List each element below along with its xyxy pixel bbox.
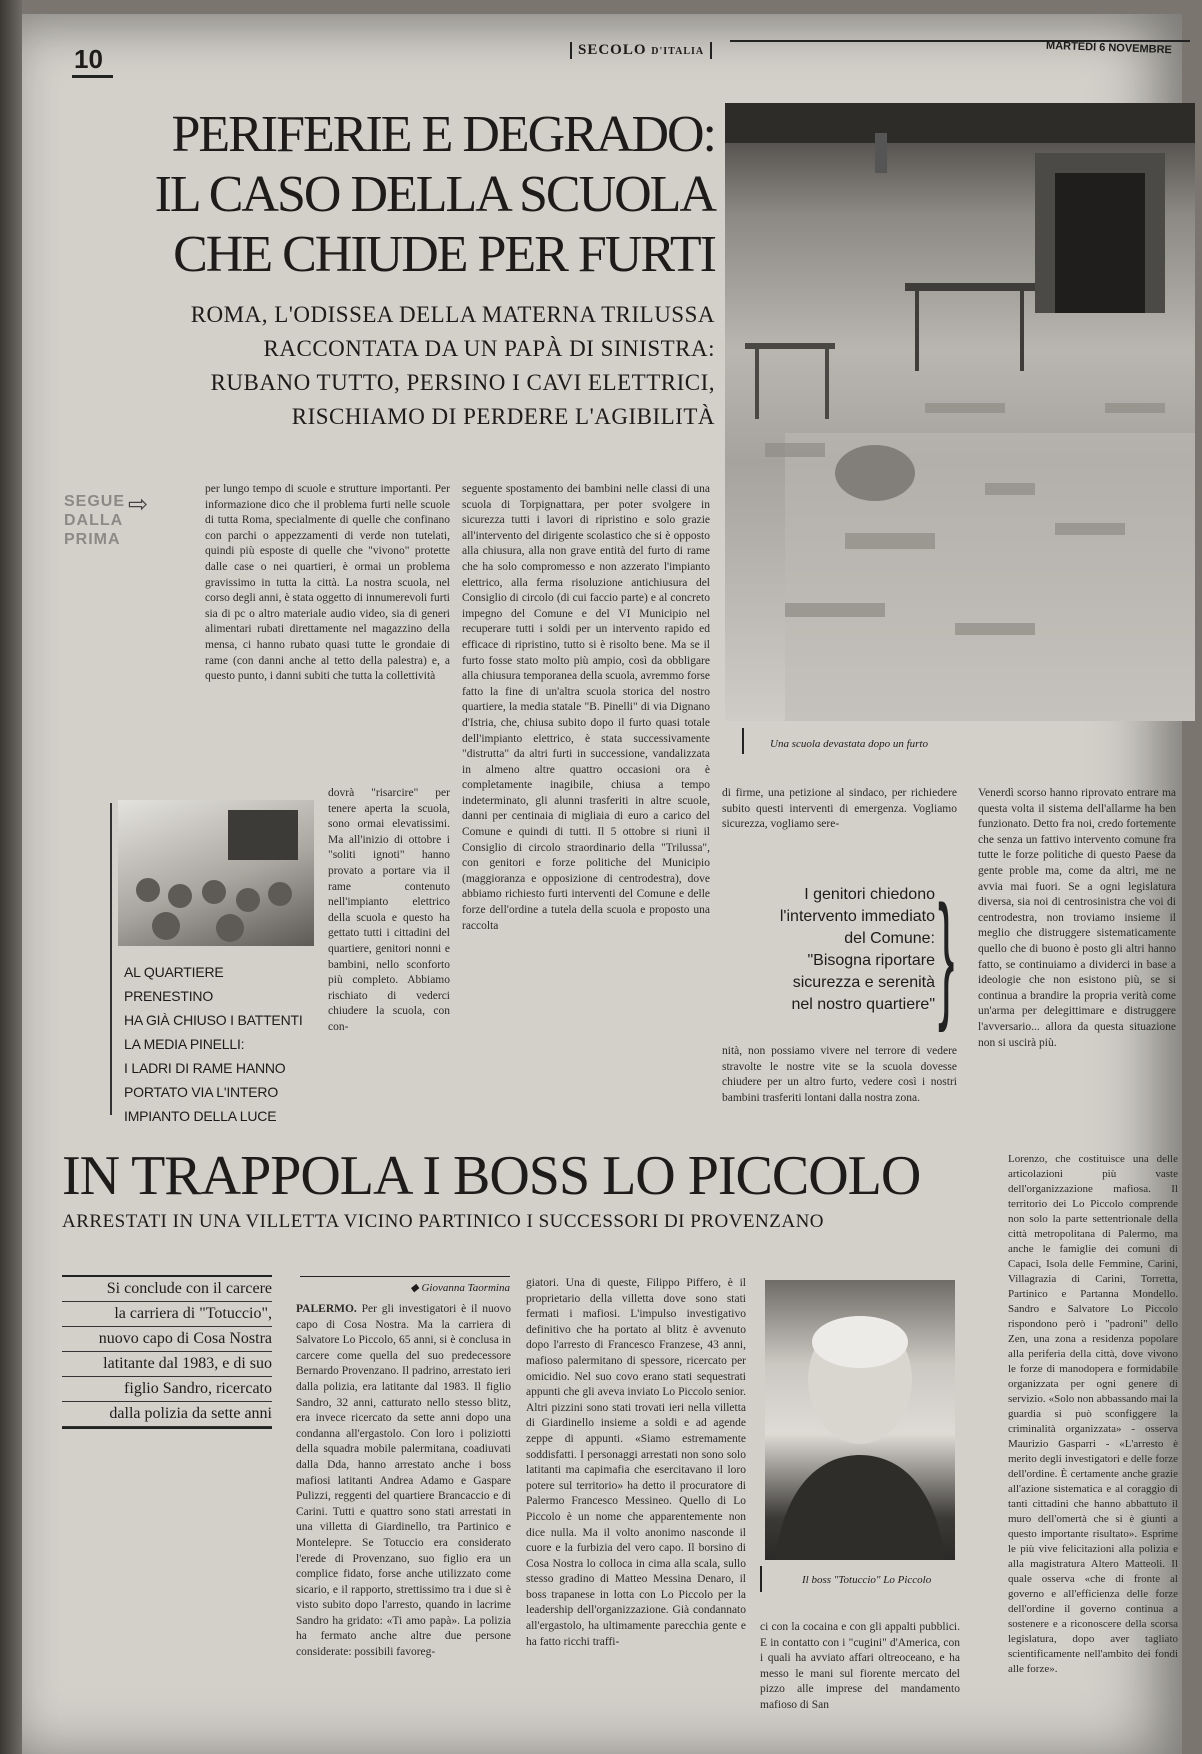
page-date: MARTEDÌ 6 NOVEMBRE	[1045, 39, 1173, 57]
summary-line: Si conclude con il carcere	[62, 1277, 272, 1302]
article1-column-4: Venerdì scorso hanno riprovato entrare ma questa volta il sistema dell'allarme ha ben funzionato. Detto fra noi, credo fortemente che senza un fattivo intervento comune fra tutte le forze politiche di questo Paese da gente proble ma, come da altri, me ne avvia mai fuori. Se a ogni legislatura diversa, sia noi di centrosinistra che voi di centrodestra, non troviamo insieme il meglio che distruggere sistematicamente quello che di buono è posto gli altri hanno fatto, se continuiamo a dividerci in base a ideologie che non esistono più, se si continua a brandire la propria verità come un'arma per delegittimare e distruggere l'avversario... allora da questa situazione non si uscirà più.	[978, 787, 1176, 1049]
portrait-caption-rule	[760, 1566, 762, 1592]
pull-quote	[775, 884, 935, 1016]
article1-column-3-end: nità, non possiamo vivere nel terrore di vedere stravolte le nostre vite se la scuola dovesse chiudere per un altro furto, vedere così i nostri bambini trasferiti lontani dalla nostra zona.	[722, 1045, 957, 1104]
segue-word: SEGUE	[64, 493, 126, 510]
inset-caption-line: HA GIÀ CHIUSO I BATTENTI	[124, 1012, 303, 1028]
summary-line: figlio Sandro, ricercato	[62, 1377, 272, 1402]
subhead-line: RISCHIAMO DI PERDERE L'AGIBILITÀ	[291, 404, 715, 429]
headline-line: PERIFERIE E DEGRADO:	[171, 106, 715, 163]
article2-column-4: Lorenzo, che costituisce una delle articolazioni più vaste dell'organizzazione mafiosa. Il territorio dei Lo Piccolo comprende non solo la parte settentrionale della città metropolitana di Palermo, ma anche le famiglie dei comuni di Capaci, Isola delle Femmine, Carini, Villagrazia di Carini, Torretta, Partinico e Partanna Mondello. Sandro e Salvatore Lo Piccolo rispondono però i "padroni" dello Zen, una zona a residenza popolare alla periferia della città, dove vivono le forze di manodopera e formidabile organizzata per ogni genere di servizio. «Solo non abbassando mai la guardia si può sconfiggere la criminalità organizzata» - osserva Maurizio Gasparri - «L'arresto è merito degli investigatori e delle forze dell'ordine. È certamente anche grazie all'azione sistematica e al coraggio di tanti cittadini che hanno abbattuto il muro dell'omertà che si è giunti a questo importante risultato». Esprime le più vive felicitazioni alla polizia e alla magistratura Altero Matteoli. Il quale osserva «che di fronte al governo e all'efficienza delle forze dell'ordine il governo continua a sostenere e a riconoscere della scorsa legislatura, dopo aver tagliato scientificamente nell'ambito dei fondi alle forze».	[1008, 1153, 1178, 1675]
classroom-illustration	[725, 103, 1195, 721]
portrait-caption: Il boss "Totuccio" Lo Piccolo	[802, 1574, 932, 1586]
headline-line: CHE CHIUDE PER FURTI	[173, 226, 715, 283]
inset-caption	[124, 960, 314, 1128]
byline: ◆ Giovanna Taormina	[300, 1276, 510, 1294]
article2-column-1-text: Per gli investigatori è il nuovo capo di Cosa Nostra. Ma la carriera di Salvatore Lo Piccolo, 65 anni, si è conclusa in carcere come quella del suo predecessore Bernardo Provenzano. Il padrino, arrestato ieri dalla polizia, era latitante dal 1983. Il figlio Sandro, 32 anni, catturato nello stesso blitz, era invece ricercato da sette anni dopo una condanna all'ergastolo. Con loro i poliziotti della squadra mobile palermitana, coadiuvati dalla Dda, hanno arrestato anche i boss mafiosi latitanti Andrea Adamo e Gaspare Pulizzi, reggenti del quartiere Brancaccio e di Carini. Tutti e quattro sono stati arrestati in una villetta di Giardinello, tra Partinico e Montelepre. Se Totuccio era considerato l'erede di Provenzano, suo figlio era un complice fidato, forse anche utilizzato come sicario, e il rapporto, strettissimo tra i due si è visto subito dopo l'arresto, quando in lacrime Sandro ha gridato: «Ti amo papà». La polizia ha fermato anche altre due persone considerate: possibili favoreg-	[296, 1303, 511, 1659]
article1-column-3: di firme, una petizione al sindaco, per richiedere subito questi interventi di emergenza. Vogliamo sicurezza, vogliamo sere-	[722, 787, 957, 831]
subhead-line: RUBANO TUTTO, PERSINO I CAVI ELETTRICI,	[210, 370, 715, 395]
arrow-right-icon: ⇨	[128, 490, 149, 518]
summary-line: nuovo capo di Cosa Nostra	[62, 1327, 272, 1352]
main-subhead	[90, 298, 715, 434]
article1-column-2: seguente spostamento dei bambini nelle classi di una scuola di Torpignattara, per poter svolgere in sicurezza tutti i lavori di ripristino e solo grazie all'intervento del dirigente scolastico che si è opposto alla chiusura, alla non grave entità del furto di rame che ha solo compromesso e non azzerato l'impianto elettrico, alla ferma risoluzione antichiusura del Consiglio di circolo (di cui faccio parte) e al concreto impegno del Comune e del VI Municipio nel recuperare tutti i soldi per un intervento rapido ed efficace di ripristino, tutto si è risolto bene. Ma se il furto fosse stato molto più ampio, così da obbligare alla chiusura temporanea della scuola, avremmo forse fatto la fine di un'altra scuola storica del nostro quartiere, la media statale "B. Pinelli" di via Dignano d'Istria, che, chiusa subito dopo il furto quasi totale dell'impianto elettrico, è stata successivamente "distrutta" da altri furti in successione, vandalizzata in almeno altre quattro occasioni ora è completamente inagibile, chiusa a tempo indeterminato, gli alunni trasferiti in altre scuole, danni per centinaia di migliaia di euro a carico del Comune e quindi di tutti. Il 5 ottobre si riunì il Consiglio di circolo straordinario della "Trilussa", con genitori e forze politiche del Municipio (maggioranza e opposizione di centrodestra), dove abbiamo richiesto furti interventi del Comune e delle forze dell'ordine a tutela della scuola e proposto una raccolta	[462, 483, 710, 932]
inset-caption-line: I LADRI DI RAME HANNO	[124, 1060, 286, 1076]
quote-line: sicurezza e serenità	[792, 974, 935, 991]
second-headline: IN TRAPPOLA I BOSS LO PICCOLO	[62, 1145, 921, 1207]
main-headline	[70, 105, 715, 285]
inset-rule	[110, 803, 112, 1115]
second-subhead: ARRESTATI IN UNA VILLETTA VICINO PARTINICO I SUCCESSORI DI PROVENZANO	[62, 1211, 825, 1232]
article2-column-3: ci con la cocaina e con gli appalti pubblici. E in contatto con i "cugini" d'America, con i quali ha avviato affari oltreoceano, e ha messo le mani sul fiorente mercato del pizzo alle imprese del mandamento mafioso di San	[760, 1621, 960, 1711]
summary-line: latitante dal 1983, e di suo	[62, 1352, 272, 1377]
classroom-photo	[725, 103, 1195, 721]
portrait-illustration	[765, 1280, 955, 1560]
school-class-photo	[118, 800, 314, 946]
photo-caption: Una scuola devastata dopo un furto	[770, 738, 928, 750]
caption-rule	[742, 728, 744, 754]
author-name: Giovanna Taormina	[421, 1282, 510, 1294]
quote-line: del Comune:	[844, 930, 935, 947]
inset-caption-line: IMPIANTO DELLA LUCE	[124, 1108, 277, 1124]
segue-label	[64, 492, 125, 549]
subhead-line: RACCONTATA DA UN PAPÀ DI SINISTRA:	[263, 336, 715, 361]
headline-line: IL CASO DELLA SCUOLA	[154, 166, 715, 223]
subhead-line: ROMA, L'ODISSEA DELLA MATERNA TRILUSSA	[190, 302, 715, 327]
quote-line: nel nostro quartiere"	[791, 996, 935, 1013]
masthead-suffix: D'ITALIA	[651, 46, 705, 57]
dateline-city: PALERMO.	[296, 1303, 357, 1315]
article2-column-2: giatori. Una di queste, Filippo Piffero, è il proprietario della villetta dove sono stati fermati i mafiosi. L'impulso investigativo definitivo che ha portato al blitz è avvenuto dopo l'arresto di Francesco Franzese, 43 anni, mafioso palermitano di spessore, ricercato per omicidio. Nel suo covo erano stati sequestrati appunti che gli aveva inviato Lo Piccolo senior. Altri pizzini sono stati trovati ieri nella villetta di Giardinello insieme a soldi e ad agende zeppe di appunti. «Siamo estremamente soddisfatti. I personaggi arrestati non sono solo latitanti ma capimafia che esercitavano il loro potere sul territorio» ha detto il procuratore di Palermo Francesco Messineo. Quello di Lo Piccolo è un nome che apparentemente non dice nulla. Ma il volto anonimo nasconde il cuore e la furbizia del vero capo. Il borsino di Cosa Nostra lo colloca in cima alla scala, sullo stesso gradino di Matteo Messina Denaro, il boss trapanese in lotta con Lo Piccolo per la leadership dell'organizzazione. Già condannato all'ergastolo, ha ultimamente parecchia gente e ha fatto ricchi traffi-	[526, 1277, 746, 1648]
segue-word: PRIMA	[64, 531, 121, 548]
masthead-title: SECOLO	[578, 42, 647, 58]
article1-column-1-continued: dovrà "risarcire" per tenere aperta la scuola, sono ormai elevatissimi. Ma all'inizio di ottobre i "soliti ignoti" hanno provato a portare via il rame contenuto nell'impianto elettrico della scuola e questo ha gettato tutti i cittadini del quartiere, genitori nonni e bambini, nello sconforto più completo. Abbiamo rischiato di vederci chiudere la scuola, con con-	[328, 787, 450, 1033]
summary-line: dalla polizia da sette anni	[62, 1402, 272, 1427]
binding-spine	[0, 0, 22, 1754]
masthead	[570, 42, 712, 59]
right-brace-icon: }	[938, 876, 955, 1033]
summary-box	[62, 1275, 272, 1429]
class-illustration	[118, 800, 314, 946]
article1-column-1: per lungo tempo di scuole e strutture importanti. Per informazione dico che il problema furti nelle scuole di tutta Roma, specialmente di quelle che confinano con parchi o appezzamenti di verde non tutelati, quindi più esposte di quelle che "vivono" protette dalle case o nei quartieri, è ormai un problema gravissimo in tutta la città. La nostra scuola, nel corso degli anni, è stata oggetto di innumerevoli furti sia di pc o altro materiale audio video, sia di generi alimentari rubati direttamente nel magazzino della mensa, ci hanno rubato quasi tutte le grondaie di rame (con danni anche al tetto della palestra) e, a questo punto, i danni subiti che tutta la collettività	[205, 483, 450, 683]
quote-line: I genitori chiedono	[804, 886, 935, 903]
article2-column-1	[296, 1302, 511, 1748]
boss-portrait	[765, 1280, 955, 1560]
quote-line: l'intervento immediato	[779, 908, 935, 925]
inset-caption-line: LA MEDIA PINELLI:	[124, 1036, 245, 1052]
segue-word: DALLA	[64, 512, 124, 529]
summary-line: la carriera di "Totuccio",	[62, 1302, 272, 1327]
page-number: 10	[72, 44, 113, 78]
inset-caption-line: PORTATO VIA L'INTERO	[124, 1084, 279, 1100]
inset-caption-line: AL QUARTIERE PRENESTINO	[124, 964, 224, 1004]
quote-line: "Bisogna riportare	[807, 952, 935, 969]
